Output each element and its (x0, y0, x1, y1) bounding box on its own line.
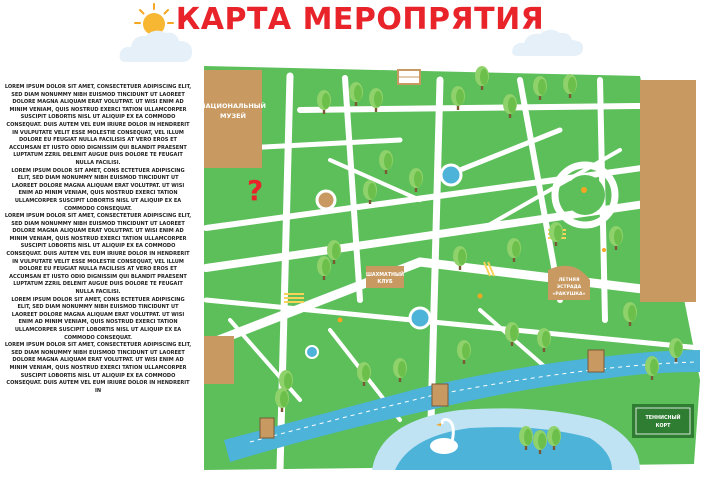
page-title: КАРТА МЕРОПРЯТИЯ (175, 2, 545, 37)
museum-label: НАЦИОНАЛЬНЫЙ (200, 102, 266, 110)
description-paragraph: LOREM IPSUM DOLOR SIT AMET, CONSECTETUER ADIPISCING ELIT, SED DIAM NONUMMY NIBH EUISMOD TINCIDUNT UT LAOREET DOLORE MAGNA ALIQUAM ERAT VOLUTPAT. UT WISI ENIM AD MINIM VENIAM, QUIS NOSTRUD EXERCI TATION ULLAMCORPER SUSCIPIT LOBORTIS NISL UT ALIQUIP EX EA COMMODO CONSEQUAT. DUIS AUTEM VEL EUM IRIURE DOLOR IN HENDRERIT IN VULPUTATE VELIT ESSE MOLESTIE CONSEQUAT, VEL ILLUM DOLORE EU FEUGIAT NULLA FACILISIS AT VERO EROS ET ACCUMSAN ET IUSTO ODIO DIGNISSIM QUI BLANDIT PRAESENT LUPTATUM ZZRIL DELENIT AUGUE DUIS DOLORE TE FEUGAIT NULLA FACILISI. (4, 213, 192, 296)
tennis-court (632, 404, 694, 438)
question-mark: ? (247, 174, 264, 207)
chess-club-label: КЛУБ (377, 280, 393, 285)
summer-stage-label: «РАКУШКА» (552, 292, 586, 297)
flowerbed (565, 175, 605, 215)
chess-club-label: ШАХМАТНЫЙ (365, 273, 405, 278)
bridge (432, 384, 448, 406)
description-paragraph: LOREM IPSUM DOLOR SIT AMET, CONS ECTETUER ADIPISCING ELIT, SED DIAM NONUMMY NIBH EUISMOD TINCIDUNT UT LAOREET DOLORE MAGNA ALIQUAM ERAT VOLUTPAT. UT WISI ENIM AD MINIM VENIAM, QUIS NOSTRUD EXERCI TATION ULLAMCORPER SUSCIPIT LOBORTIS NISL UT ALIQUIP EX EA COMMODO CONSEQUAT. (11, 167, 185, 212)
bridge (588, 350, 604, 372)
bridge (260, 418, 274, 438)
description-paragraph: LOREM IPSUM DOLOR SIT AMET, CONSECTETUER ADIPISCING ELIT, SED DIAM NONUMMY NIBH EUISMOD TINCIDUNT UT LAOREET DOLORE MAGNA ALIQUAM ERAT VOLUTPAT. UT WISI ENIM AD MINIM VENIAM, QUIS NOSTRUD EXERCI TATION ULLAMCORPER SUSCIPIT LOBORTIS NISL UT ALIQUIP EX EA COMMODO CONSEQUAT. DUIS AUTEM VEL EUM IRIURE DOLOR IN HENDRERIT IN (4, 342, 192, 394)
summer-stage-label: ЛЕТНЯЯ (558, 278, 580, 283)
description-paragraph: LOREM IPSUM DOLOR SIT AMET, CONS ECTETUER ADIPISCING ELIT, SED DIAM NONUMMY NIBH EUISMOD TINCIDUNT UT LAOREET DOLORE MAGNA ALIQUAM ERAT VOLUTPAT. UT WISI ENIM AD MINIM VENIAM, QUIS NOSTRUD EXERCI TATION ULLAMCORPER SUSCIPIT LOBORTIS NISL UT ALIQUIP EX EA COMMODO CONSEQUAT. (11, 296, 185, 341)
museum-label: МУЗЕЙ (220, 112, 246, 120)
fountain (441, 165, 461, 185)
fountain (317, 191, 335, 209)
museum-building (200, 70, 266, 168)
fountain (306, 346, 318, 358)
tennis-court-label: КОРТ (655, 424, 671, 429)
summer-stage-label: ЭСТРАДА (556, 285, 582, 290)
fountain (410, 308, 430, 328)
description-paragraph: LOREM IPSUM DOLOR SIT AMET, CONSECTETUER ADIPISCING ELIT, SED DIAM NONUMMY NIBH EUISMOD TINCIDUNT UT LAOREET DOLORE MAGNA ALIQUAM ERAT VOLUTPAT. UT WISI ENIM AD MINIM VENIAM, QUIS NOSTRUD EXERCI TATION ULLAMCORPER SUSCIPIT LOBORTIS NISL UT ALIQUIP EX EA COMMODO CONSEQUAT. DUIS AUTEM VEL EUM IRIURE DOLOR IN HENDRERIT IN VULPUTATE VELIT ESSE MOLESTIE CONSEQUAT, VEL ILLUM DOLORE EU FEUGIAT NULLA FACILISIS AT VERO EROS ET ACCUMSAN ET IUSTO ODIO DIGNISSIM QUI BLANDIT PRAESENT LUPTATUM ZZRIL DELENIT AUGUE DUIS DOLORE TE FEUGAIT NULLA FACILISI. (4, 84, 192, 166)
tennis-court-label: ТЕННИСНЫЙ (645, 416, 681, 421)
park-gate-icon (398, 70, 420, 84)
building (640, 80, 696, 302)
building (204, 336, 234, 384)
chess-club (366, 266, 404, 288)
